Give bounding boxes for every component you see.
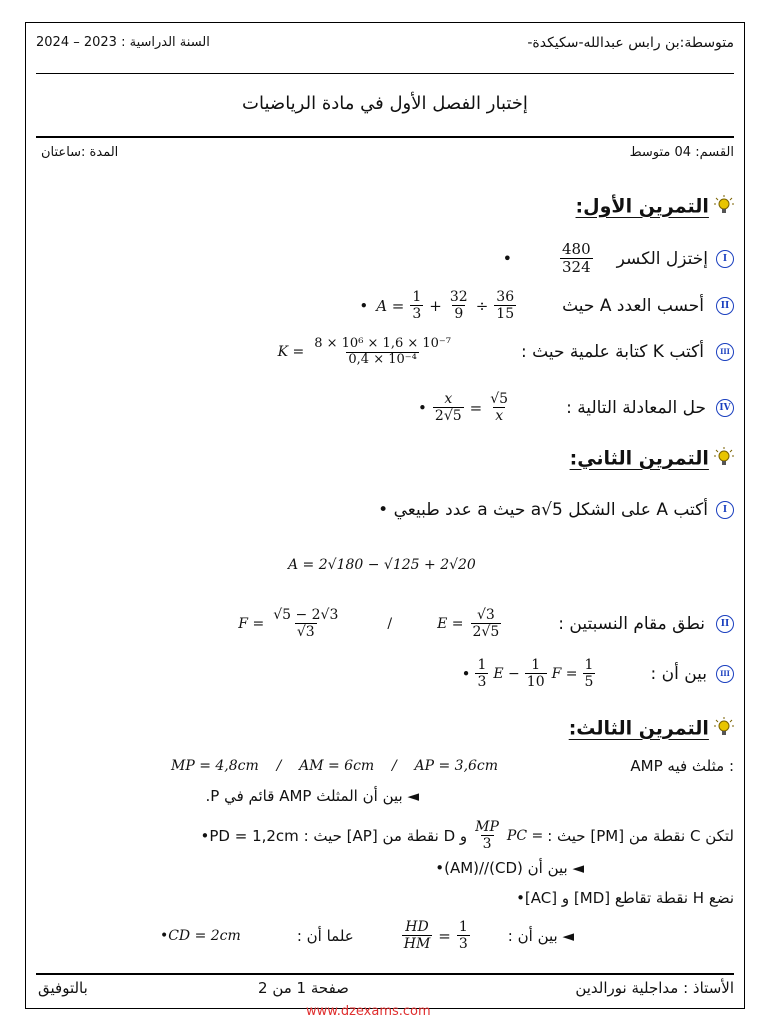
duration-label: المدة :ساعتان <box>41 145 119 160</box>
q1-text: إختزل الكسر <box>616 248 708 269</box>
footer-divider <box>36 973 734 975</box>
header-divider <box>36 73 734 74</box>
lightbulb-icon <box>714 717 734 743</box>
plus-op: + <box>429 296 442 315</box>
fraction-32-9: $\frac{32}{9}$ <box>449 289 468 323</box>
question-number-badge: I <box>716 501 734 519</box>
ex1-q2 <box>359 289 734 322</box>
ex2-q3-text: بين أن : <box>650 663 707 684</box>
F-term: F = <box>551 665 578 682</box>
question-number-badge: III <box>716 665 734 683</box>
class-label: القسم: 04 متوسط <box>629 145 734 160</box>
title-divider <box>36 136 734 138</box>
line2-part-b: و D نقطة من [AP] حيث : PD = 1,2cm• <box>200 826 468 845</box>
question-number-badge: I <box>716 250 734 268</box>
cd-value: •CD = 2cm <box>159 927 241 944</box>
fraction-numerator: 480 <box>562 240 591 258</box>
fraction-denominator: 324 <box>562 258 591 277</box>
fraction-1-5: $\frac{1}{5}$ <box>584 657 594 691</box>
question-number-badge: II <box>716 615 734 633</box>
dot-mark: • <box>461 664 471 683</box>
fraction-1-3: $\frac{1}{3}$ <box>412 289 422 323</box>
question-number-badge: III <box>716 343 734 361</box>
fraction-480-324 <box>560 241 593 277</box>
page-number: صفحة 1 من 2 <box>258 979 349 997</box>
fraction-36-15: $\frac{36}{15}$ <box>496 289 515 323</box>
exercise-1-heading <box>576 195 734 221</box>
expr-lhs: A = <box>376 296 405 315</box>
ex3-bullet-1: ◄ بين أن المثلث AMP قائم في P. <box>205 787 419 805</box>
equals-op: = <box>469 398 483 417</box>
ex3-bullet-2: ◄ بين أن (CD)//(AM)• <box>435 859 584 877</box>
ex1-q4 <box>418 391 734 424</box>
pc-lhs: PC = <box>506 827 544 844</box>
fraction-root5-x: $\frac{√5}{x}$ <box>490 391 509 425</box>
line2-part-a: لتكن C نقطة من [PM] حيث : <box>547 826 734 845</box>
ex2-a-expression: A = 2√180 − √125 + 2√20 <box>288 557 476 573</box>
dot-mark: • <box>418 398 427 417</box>
lightbulb-icon <box>714 447 734 473</box>
ex2-q3 <box>462 657 734 690</box>
school-name: متوسطة:بن رابس عبدالله-سكيكدة- <box>527 35 734 51</box>
ratio-expression <box>400 919 472 952</box>
q2-text: أحسب العدد A حيث <box>562 295 704 316</box>
F-lhs: F = <box>238 615 265 632</box>
separator: / <box>387 615 393 632</box>
dot-mark: • <box>359 296 369 315</box>
fraction-F: $\frac{√5 - 2√3}{√3}$ <box>273 607 339 641</box>
fraction-1-3: $\frac{1}{3}$ <box>458 919 468 953</box>
ex3-line2 <box>201 819 734 852</box>
fraction-mp-3: $\frac{MP}{3}$ <box>475 819 499 853</box>
expr-lhs: K = <box>277 344 305 361</box>
ex3-line1: AMP مثلث فيه : <box>630 757 734 775</box>
ex2-q1 <box>378 500 734 520</box>
website-url[interactable]: www.dzexams.com <box>306 1004 431 1019</box>
ex3-line3: نضع H نقطة تقاطع [MD] و [AC]• <box>516 889 734 907</box>
fraction-scientific: $\frac{\text{8 × 10⁶ × 1,6 × 10⁻⁷}}{\text{0,4 × 10⁻⁴}}$ <box>314 336 452 367</box>
ex1-q3 <box>278 337 734 368</box>
exam-title: إختبار الفصل الأول في مادة الرياضيات <box>242 93 528 114</box>
fraction-hd-hm: $\frac{HD}{HM}$ <box>403 919 431 953</box>
ex2-q2-text: نطق مقام النسبتين : <box>558 613 705 634</box>
q3-text: أكتب K كتابة علمية حيث : <box>521 342 704 363</box>
E-lhs: E = <box>437 615 464 632</box>
ex3-line1-values: MP = 4,8cm / AM = 6cm / AP = 3,6cm <box>171 758 499 774</box>
E-term: E − <box>493 665 520 682</box>
equals-op: = <box>438 926 451 945</box>
fraction-E: $\frac{√3}{2√5}$ <box>472 607 500 641</box>
ex1-q1 <box>503 241 734 277</box>
dot-mark: • <box>502 249 513 269</box>
bullet-3-text: ◄ بين أن : <box>507 926 574 945</box>
exercise-2-heading <box>570 447 734 473</box>
q4-text: حل المعادلة التالية : <box>566 397 706 418</box>
ex2-q1-text: أكتب A على الشكل a√5 حيث a عدد طبيعي • <box>378 500 708 520</box>
question-number-badge: IV <box>716 399 734 417</box>
fraction-x-2root5: $\frac{x}{2√5}$ <box>434 391 462 425</box>
exercise-1-title: التمرين الأول: <box>575 195 709 218</box>
ex2-q2 <box>238 607 734 640</box>
fraction-1-10: $\frac{1}{10}$ <box>526 657 545 691</box>
exercise-2-title: التمرين الثاني: <box>569 447 709 470</box>
divide-op: ÷ <box>475 296 489 315</box>
ex3-bullet-3 <box>160 919 574 952</box>
fraction-1-3: $\frac{1}{3}$ <box>477 657 487 691</box>
lightbulb-icon <box>714 195 734 221</box>
knowing-text: علما أن : <box>296 926 354 945</box>
question-number-badge: II <box>716 297 734 315</box>
school-year: السنة الدراسية : 2023 – 2024 <box>36 35 210 50</box>
exercise-3-heading <box>569 717 734 743</box>
exercise-3-title: التمرين الثالث: <box>568 717 709 740</box>
exam-page <box>25 22 745 1009</box>
good-luck: بالتوفيق <box>38 979 88 997</box>
teacher-name: الأستاذ : مداجلية نورالدين <box>575 979 734 997</box>
